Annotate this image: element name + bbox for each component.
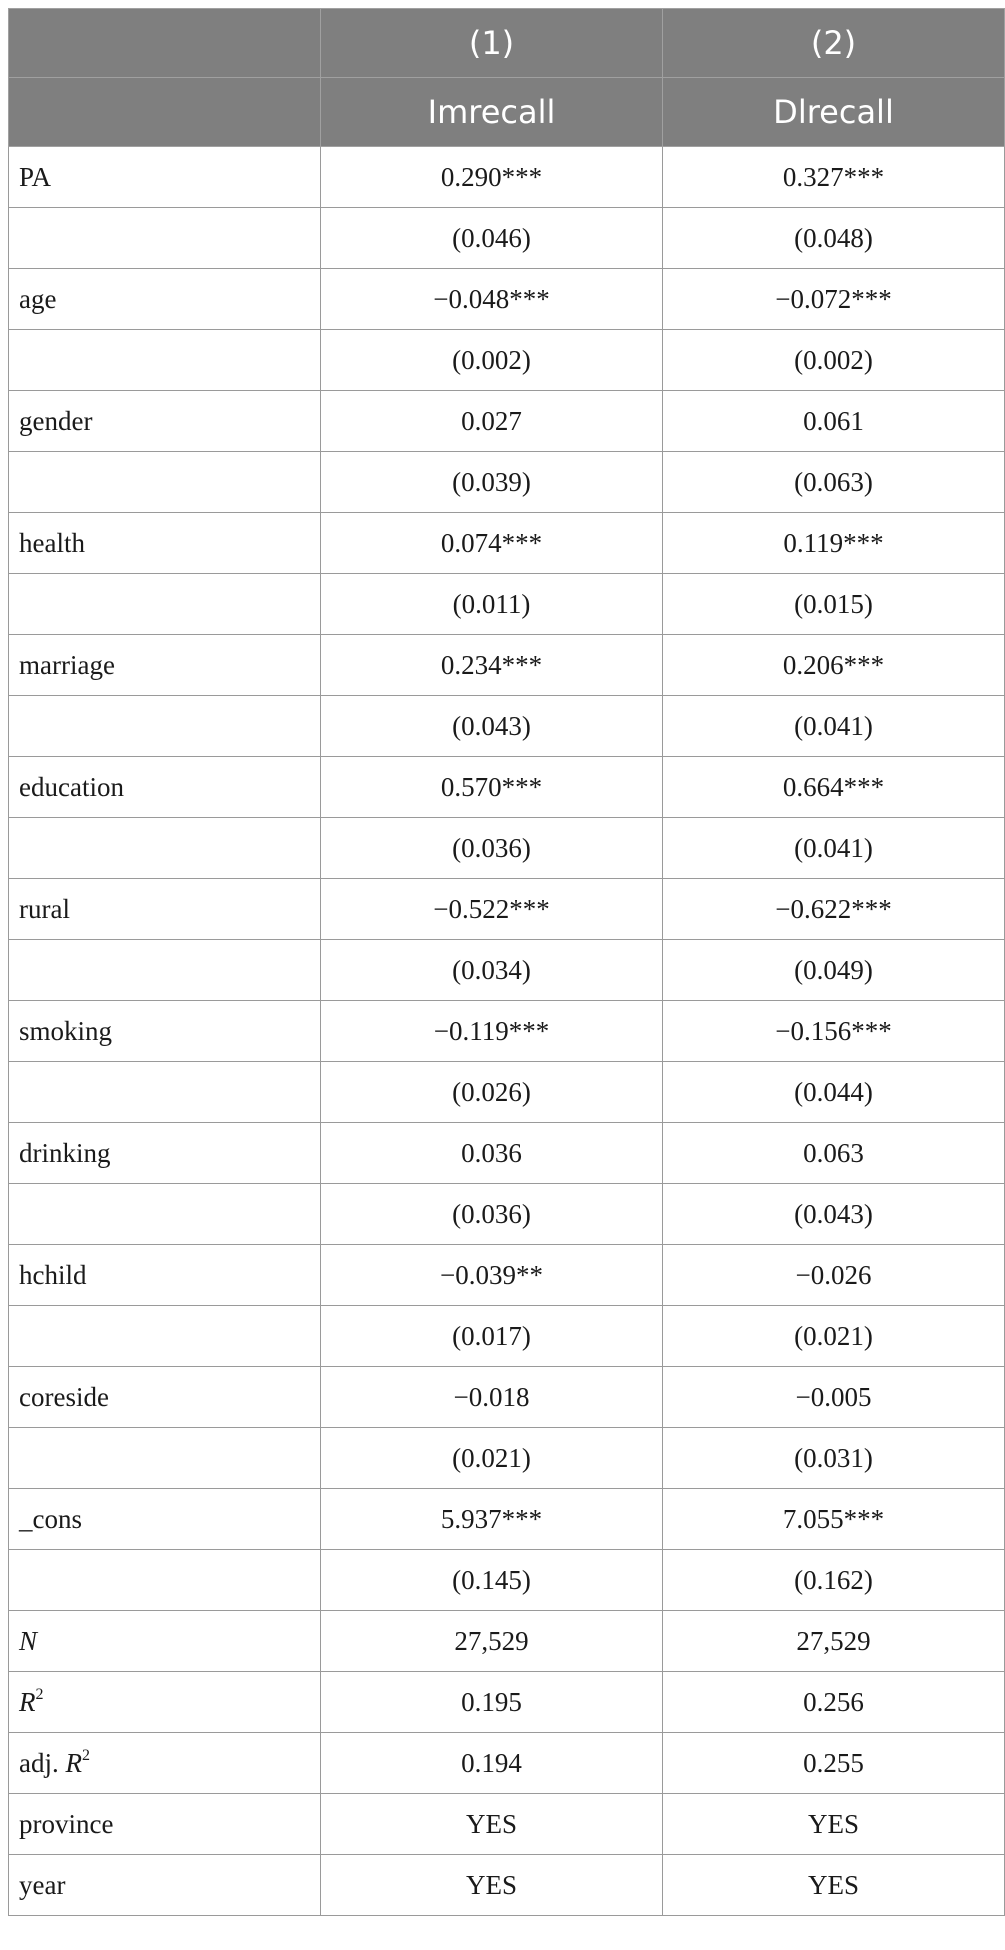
cell-model-2: (0.041)	[663, 696, 1005, 757]
table-row-se	[9, 208, 1005, 269]
row-label: coreside	[9, 1367, 321, 1428]
row-label	[9, 1550, 321, 1611]
row-label	[9, 208, 321, 269]
cell-model-2: (0.021)	[663, 1306, 1005, 1367]
header-model-1: (1)	[321, 9, 663, 78]
cell-model-1: (0.021)	[321, 1428, 663, 1489]
cell-model-2: YES	[663, 1794, 1005, 1855]
cell-model-2: (0.048)	[663, 208, 1005, 269]
cell-model-2: (0.002)	[663, 330, 1005, 391]
cell-model-2: −0.005	[663, 1367, 1005, 1428]
table-row-health	[9, 513, 1005, 574]
cell-model-1: (0.036)	[321, 818, 663, 879]
row-label: year	[9, 1855, 321, 1916]
cell-model-2: 7.055***	[663, 1489, 1005, 1550]
table-row-se	[9, 1062, 1005, 1123]
cell-model-1: (0.026)	[321, 1062, 663, 1123]
n-symbol: N	[19, 1625, 38, 1656]
table-row-se	[9, 330, 1005, 391]
row-label: rural	[9, 879, 321, 940]
row-label	[9, 452, 321, 513]
header-depvar-1: Imrecall	[321, 78, 663, 147]
row-label	[9, 1184, 321, 1245]
row-label: age	[9, 269, 321, 330]
table-row-se	[9, 696, 1005, 757]
row-label	[9, 1672, 321, 1733]
cell-model-1: 0.234***	[321, 635, 663, 696]
cell-model-1: 0.290***	[321, 147, 663, 208]
row-label: _cons	[9, 1489, 321, 1550]
row-label: province	[9, 1794, 321, 1855]
cell-model-2: −0.072***	[663, 269, 1005, 330]
header-row-dependent-vars	[9, 78, 1005, 147]
header-depvar-2: Dlrecall	[663, 78, 1005, 147]
header-row-model-numbers	[9, 9, 1005, 78]
cell-model-2: (0.043)	[663, 1184, 1005, 1245]
cell-model-2: 0.119***	[663, 513, 1005, 574]
cell-model-2: (0.162)	[663, 1550, 1005, 1611]
row-label	[9, 1611, 321, 1672]
r-symbol: R	[65, 1747, 82, 1778]
table-row-se	[9, 574, 1005, 635]
table-row-se	[9, 1428, 1005, 1489]
row-label: marriage	[9, 635, 321, 696]
table-row-se	[9, 818, 1005, 879]
statistics-rows	[9, 1611, 1005, 1916]
header-corner-1	[9, 9, 321, 78]
cell-model-2: 0.256	[663, 1672, 1005, 1733]
cell-model-1: −0.522***	[321, 879, 663, 940]
cell-model-1: 0.036	[321, 1123, 663, 1184]
row-label: health	[9, 513, 321, 574]
cell-model-2: (0.015)	[663, 574, 1005, 635]
table-row-age	[9, 269, 1005, 330]
table-row-gender	[9, 391, 1005, 452]
table-row-r2	[9, 1672, 1005, 1733]
table-row-smoking	[9, 1001, 1005, 1062]
table-row-se	[9, 1184, 1005, 1245]
row-label	[9, 1062, 321, 1123]
cell-model-2: (0.063)	[663, 452, 1005, 513]
table-row-n	[9, 1611, 1005, 1672]
table-row-marriage	[9, 635, 1005, 696]
cell-model-2: (0.044)	[663, 1062, 1005, 1123]
table-row-rural	[9, 879, 1005, 940]
cell-model-1: −0.018	[321, 1367, 663, 1428]
table-row-coreside	[9, 1367, 1005, 1428]
cell-model-1: 5.937***	[321, 1489, 663, 1550]
table-row-education	[9, 757, 1005, 818]
cell-model-1: YES	[321, 1794, 663, 1855]
cell-model-2: −0.622***	[663, 879, 1005, 940]
row-label	[9, 1733, 321, 1794]
cell-model-1: (0.043)	[321, 696, 663, 757]
r-symbol: R	[19, 1686, 36, 1717]
cell-model-1: (0.034)	[321, 940, 663, 1001]
cell-model-1: 0.195	[321, 1672, 663, 1733]
cell-model-1: (0.039)	[321, 452, 663, 513]
cell-model-1: 0.074***	[321, 513, 663, 574]
cell-model-2: 0.255	[663, 1733, 1005, 1794]
header-corner-2	[9, 78, 321, 147]
table-row-adj-r2	[9, 1733, 1005, 1794]
cell-model-1: (0.036)	[321, 1184, 663, 1245]
cell-model-1: (0.011)	[321, 574, 663, 635]
row-label: gender	[9, 391, 321, 452]
cell-model-2: YES	[663, 1855, 1005, 1916]
regression-table-container	[8, 8, 1004, 1916]
row-label	[9, 696, 321, 757]
cell-model-1: 0.570***	[321, 757, 663, 818]
cell-model-1: −0.039**	[321, 1245, 663, 1306]
cell-model-2: (0.041)	[663, 818, 1005, 879]
row-label: drinking	[9, 1123, 321, 1184]
table-row-se	[9, 452, 1005, 513]
cell-model-2: 27,529	[663, 1611, 1005, 1672]
row-label	[9, 574, 321, 635]
row-label: smoking	[9, 1001, 321, 1062]
cell-model-1: YES	[321, 1855, 663, 1916]
cell-model-2: (0.049)	[663, 940, 1005, 1001]
cell-model-2: −0.026	[663, 1245, 1005, 1306]
table-row-se	[9, 940, 1005, 1001]
cell-model-1: (0.046)	[321, 208, 663, 269]
table-row-year	[9, 1855, 1005, 1916]
row-label	[9, 330, 321, 391]
cell-model-1: −0.119***	[321, 1001, 663, 1062]
cell-model-1: 0.027	[321, 391, 663, 452]
row-label: PA	[9, 147, 321, 208]
table-row-cons	[9, 1489, 1005, 1550]
cell-model-2: 0.327***	[663, 147, 1005, 208]
cell-model-1: (0.002)	[321, 330, 663, 391]
superscript: 2	[82, 1746, 90, 1764]
cell-model-1: 27,529	[321, 1611, 663, 1672]
cell-model-2: 0.061	[663, 391, 1005, 452]
row-label	[9, 818, 321, 879]
regression-table	[8, 8, 1005, 1916]
cell-model-2: (0.031)	[663, 1428, 1005, 1489]
cell-model-1: 0.194	[321, 1733, 663, 1794]
cell-model-1: (0.017)	[321, 1306, 663, 1367]
table-row-se	[9, 1306, 1005, 1367]
cell-model-2: 0.664***	[663, 757, 1005, 818]
row-label: education	[9, 757, 321, 818]
table-row-PA	[9, 147, 1005, 208]
cell-model-1: (0.145)	[321, 1550, 663, 1611]
row-label	[9, 1428, 321, 1489]
table-header	[9, 9, 1005, 147]
superscript: 2	[35, 1685, 44, 1703]
cell-model-1: −0.048***	[321, 269, 663, 330]
cell-model-2: −0.156***	[663, 1001, 1005, 1062]
table-row-province	[9, 1794, 1005, 1855]
table-row-drinking	[9, 1123, 1005, 1184]
table-row-se	[9, 1550, 1005, 1611]
adj-prefix: adj.	[19, 1747, 66, 1778]
row-label	[9, 1306, 321, 1367]
table-row-hchild	[9, 1245, 1005, 1306]
cell-model-2: 0.206***	[663, 635, 1005, 696]
header-model-2: (2)	[663, 9, 1005, 78]
cell-model-2: 0.063	[663, 1123, 1005, 1184]
row-label	[9, 940, 321, 1001]
coefficient-rows	[9, 147, 1005, 1611]
row-label: hchild	[9, 1245, 321, 1306]
